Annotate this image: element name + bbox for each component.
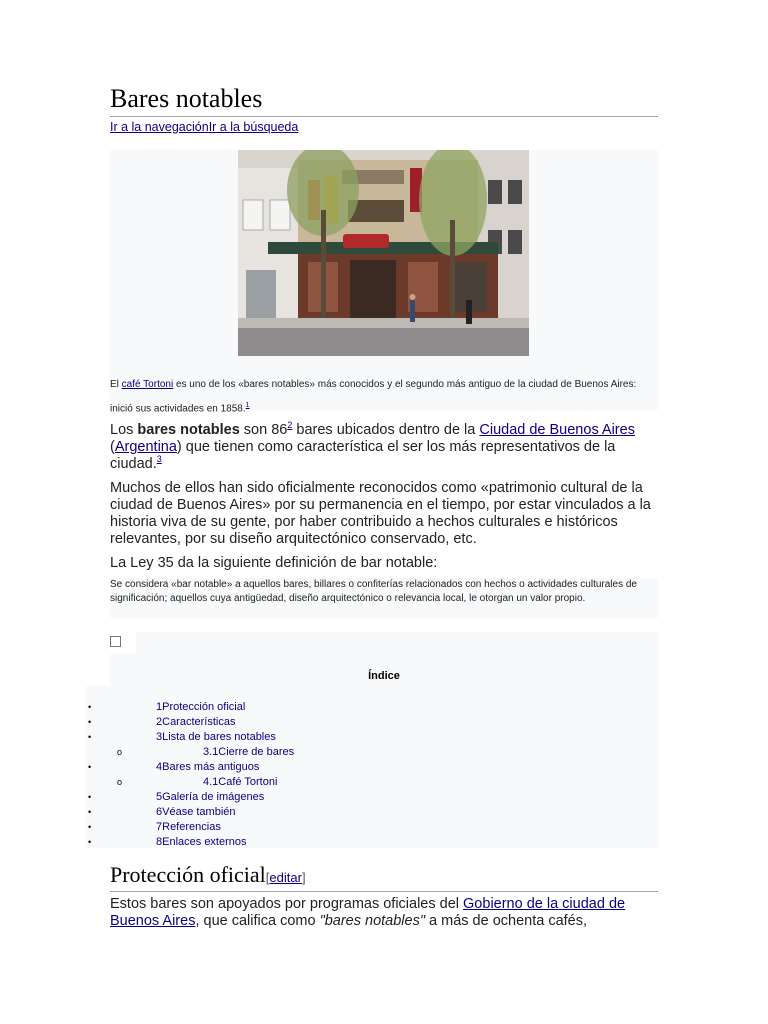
figure-caption	[110, 374, 658, 419]
toc-bullet: •	[88, 717, 92, 727]
toc-item-label: Bares más antiguos	[162, 761, 260, 773]
toc-sub-bullet: o	[117, 777, 123, 787]
toc-item-number: 3.1	[203, 746, 219, 758]
section-paragraph	[110, 896, 658, 930]
intro-paragraph-3: La Ley 35 da la siguiente definición de bar notable:	[110, 555, 438, 571]
toc-item-label: Características	[162, 716, 236, 728]
toc-item-number: 2	[156, 716, 163, 728]
caption-text-post: es uno de los «bares notables» más conocidos y el segundo más antiguo de la ciudad de Buenos Aires: inició sus actividades en 1858.	[110, 379, 637, 415]
gobierno-ciudad-link[interactable]: Gobierno de la ciudad de Buenos Aires	[110, 896, 626, 929]
intro-paragraph-2: Muchos de ellos han sido oficialmente reconocidos como «patrimonio cultural de la ciudad de Buenos Aires» por su permanencia en el tiempo, por estar vinculados a la historia viva de su gente, por haber contribuido a hechos culturales e históricos relevantes, por su diseño arquitectónico conservado, etc.	[110, 480, 651, 547]
p1-text-d: (	[110, 439, 115, 455]
cafe-tortoni-link[interactable]: café Tortoni	[121, 379, 174, 390]
sp-text-c: a más de ochenta cafés,	[425, 913, 588, 929]
toc-item-3[interactable]	[156, 731, 276, 743]
toc-bullet: •	[88, 732, 92, 742]
toc-item-label: Referencias	[162, 821, 221, 833]
toc-title: Índice	[368, 670, 400, 682]
toc-item-label: Galería de imágenes	[162, 791, 265, 803]
law-quote: Se considera «bar notable» a aquellos bares, billares o confiterías relacionados con hechos o actividades culturales de significación; aquellos cuya antigüedad, diseño arquitectónico o relevancia local, le otorgan un valor propio.	[110, 578, 658, 618]
toc-item-4[interactable]	[156, 761, 259, 773]
p1-text-c: bares ubicados dentro de la	[292, 422, 480, 438]
jump-to-search-link[interactable]: Ir a la búsqueda	[208, 120, 299, 134]
toc-item-number: 4.1	[203, 776, 219, 788]
toc-bullet: •	[88, 807, 92, 817]
toc-item-3-1[interactable]	[203, 746, 294, 758]
edit-section-link-wrap	[266, 870, 306, 885]
caption-text-pre: El	[110, 379, 122, 390]
toc-bullet: •	[88, 702, 92, 712]
toc-item-number: 6	[156, 806, 163, 818]
toc-bullet: •	[88, 822, 92, 832]
section-heading-text: Protección oficial	[110, 862, 266, 887]
toc-item-4-1[interactable]	[203, 776, 277, 788]
p1-bold-term: bares notables	[137, 422, 240, 438]
sp-text-a: Estos bares son apoyados por programas oficiales del	[110, 896, 464, 912]
toc-item-2[interactable]	[156, 716, 235, 728]
toc-item-6[interactable]	[156, 806, 236, 818]
jump-links	[110, 120, 298, 134]
toc-item-number: 4	[156, 761, 163, 773]
p1-text-a: Los	[110, 422, 138, 438]
sp-text-b: , que califica como	[195, 913, 320, 929]
toc-item-number: 8	[156, 836, 163, 848]
lead-figure	[110, 150, 658, 415]
p1-text-b: son 86	[239, 422, 288, 438]
toc-sub-bullet: o	[117, 747, 123, 757]
toc-item-label: Café Tortoni	[218, 776, 278, 788]
toc-bullet: •	[88, 837, 92, 847]
toc-item-5[interactable]	[156, 791, 264, 803]
toc-bullet: •	[88, 762, 92, 772]
section-heading-proteccion	[110, 862, 658, 892]
toc-item-label: Enlaces externos	[162, 836, 247, 848]
toc-item-label: Cierre de bares	[218, 746, 295, 758]
jump-to-navigation-link[interactable]: Ir a la navegación	[110, 120, 209, 134]
edit-bracket-close: ]	[301, 870, 306, 885]
toc-item-7[interactable]	[156, 821, 221, 833]
toc-item-number: 5	[156, 791, 163, 803]
ref-2-link[interactable]: 2	[287, 420, 293, 431]
buenos-aires-link[interactable]: Ciudad de Buenos Aires	[479, 422, 635, 438]
toc-item-number: 3	[156, 731, 163, 743]
toc-toggle-checkbox[interactable]	[110, 636, 121, 647]
toc-bullet: •	[88, 792, 92, 802]
toc-toggle-area	[110, 632, 136, 654]
page-title: Bares notables	[110, 84, 658, 117]
intro-paragraph-1	[110, 422, 658, 473]
cafe-tortoni-photo[interactable]	[238, 150, 529, 356]
ref-1-link[interactable]: 1	[245, 402, 250, 409]
toc-item-label: Protección oficial	[162, 701, 246, 713]
toc-item-8[interactable]	[156, 836, 247, 848]
toc-item-number: 7	[156, 821, 163, 833]
toc-item-number: 1	[156, 701, 163, 713]
argentina-link[interactable]: Argentina	[114, 439, 177, 455]
edit-bracket-open: [	[265, 870, 270, 885]
toc-item-label: Lista de bares notables	[162, 731, 276, 743]
edit-section-link[interactable]: editar	[269, 870, 302, 885]
ref-3-link[interactable]: 3	[156, 454, 162, 465]
p1-text-e: ) que tienen como característica el ser los más representativos de la ciudad.	[110, 439, 616, 472]
toc-item-label: Véase también	[162, 806, 236, 818]
toc-item-1[interactable]	[156, 701, 245, 713]
sp-italic-term: "bares notables"	[319, 913, 425, 929]
